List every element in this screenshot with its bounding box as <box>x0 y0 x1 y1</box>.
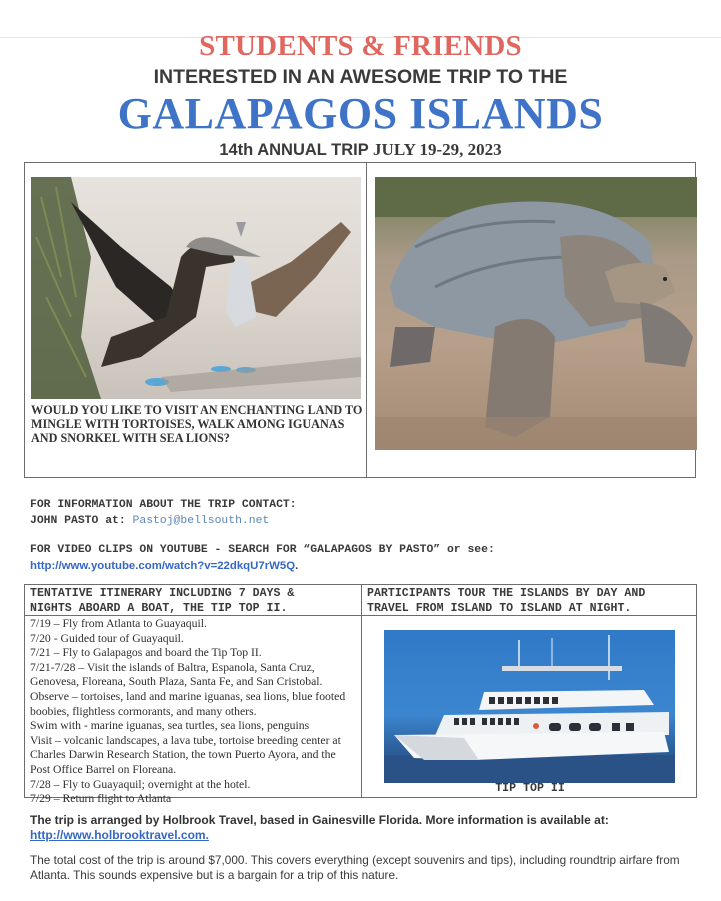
participants-heading <box>367 586 697 616</box>
itinerary-line: Charles Darwin Research Station, the town Puerto Ayora, and the <box>30 748 336 762</box>
youtube-link[interactable]: http://www.youtube.com/watch?v=22dkqU7rW5Q <box>30 560 296 572</box>
tip-top-boat-photo <box>384 630 675 783</box>
itinerary-line: 7/19 – Fly from Atlanta to Guayaquil. <box>30 617 207 630</box>
participants-heading-line-2: TRAVEL FROM ISLAND TO ISLAND AT NIGHT. <box>367 602 632 615</box>
participants-heading-line-1: PARTICIPANTS TOUR THE ISLANDS BY DAY AND <box>367 587 646 600</box>
holbrook-link[interactable]: http://www.holbrooktravel.com. <box>30 828 209 842</box>
photo-box-divider <box>366 163 367 477</box>
invitation-question: WOULD YOU LIKE TO VISIT AN ENCHANTING LAND TO MINGLE WITH TORTOISES, WALK AMONG IGUANAS AND SNORKEL WITH SEA LIONS? <box>31 403 363 445</box>
contact-info <box>30 497 297 529</box>
photo-box <box>24 162 696 478</box>
itinerary-line: Post Office Barrel on Floreana. <box>30 762 177 776</box>
contact-email-link[interactable]: Pastoj@bellsouth.net <box>132 515 270 527</box>
itinerary-table <box>24 584 697 806</box>
itinerary-line: Genovesa, Floreana, South Plaza, Santa Fe, and San Cristobal. <box>30 675 323 689</box>
contact-name: JOHN PASTO at: <box>30 515 133 527</box>
holbrook-text: The trip is arranged by Holbrook Travel, based in Gainesville Florida. More information is available at: <box>30 813 609 827</box>
headline-trip-dates <box>0 140 721 160</box>
itinerary-line: boobies, flightless cormorants, and many others. <box>30 704 257 718</box>
contact-person-line <box>30 513 297 529</box>
blue-footed-boobies-photo <box>31 177 361 399</box>
itinerary-line: 7/21-7/28 – Visit the islands of Baltra, Espanola, Santa Cruz, <box>30 660 315 674</box>
itinerary-line: Observe – tortoises, land and marine iguanas, sea lions, blue footed <box>30 689 346 703</box>
headline-interested: INTERESTED IN AN AWESOME TRIP TO THE <box>153 66 568 88</box>
youtube-link-suffix: . <box>295 560 299 572</box>
annual-trip-label: 14th ANNUAL TRIP <box>219 141 374 159</box>
itinerary-heading-line-2: NIGHTS ABOARD A BOAT, THE TIP TOP II. <box>30 602 288 615</box>
boobies-illustration-icon <box>31 177 361 399</box>
video-search-text: FOR VIDEO CLIPS ON YOUTUBE - SEARCH FOR “GALAPAGOS BY PASTO” or see: <box>30 544 495 556</box>
itinerary-line: 7/29 – Return flight to Atlanta <box>30 792 172 806</box>
headline-galapagos: GALAPAGOS ISLANDS <box>117 89 604 138</box>
itinerary-line: 7/21 – Fly to Galapagos and board the Tip Top II. <box>30 646 262 660</box>
trip-dates: JULY 19-29, 2023 <box>373 140 502 159</box>
itinerary-line: Swim with - marine iguanas, sea turtles, sea lions, penguins <box>30 719 310 733</box>
video-link-line <box>30 558 495 575</box>
itinerary-line: 7/20 - Guided tour of Guayaquil. <box>30 631 184 645</box>
headline-students-friends: STUDENTS & FRIENDS <box>199 30 522 62</box>
holbrook-info <box>30 813 609 843</box>
itinerary-column-divider <box>361 585 362 797</box>
itinerary-line: Visit – volcanic landscapes, a lava tube, tortoise breeding center at <box>30 733 341 747</box>
contact-heading: FOR INFORMATION ABOUT THE TRIP CONTACT: <box>30 499 297 511</box>
boat-caption: TIP TOP II <box>495 782 565 795</box>
cost-paragraph: The total cost of the trip is around $7,000. This covers everything (except souvenirs and tips), including roundtrip airfare from Atlanta. This sounds expensive but is a bargain for a trip of this nature. <box>30 853 680 882</box>
video-info <box>30 542 495 575</box>
itinerary-heading <box>30 586 360 616</box>
itinerary-list <box>30 617 360 807</box>
itinerary-heading-line-1: TENTATIVE ITINERARY INCLUDING 7 DAYS & <box>30 587 295 600</box>
itinerary-line: 7/28 – Fly to Guayaquil; overnight at the hotel. <box>30 777 251 791</box>
giant-tortoise-photo <box>375 177 697 450</box>
boat-illustration-icon <box>384 630 675 783</box>
tortoise-illustration-icon <box>375 177 697 450</box>
